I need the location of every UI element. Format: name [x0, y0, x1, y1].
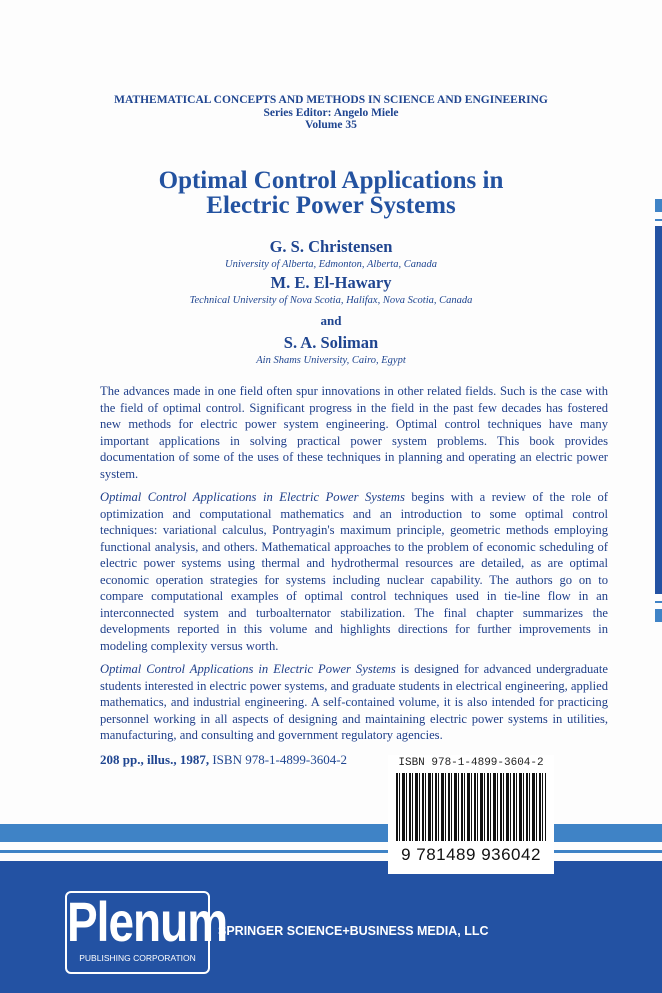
publisher-name: SPRINGER SCIENCE+BUSINESS MEDIA, LLC — [218, 924, 489, 938]
author-name: G. S. Christensen — [269, 237, 393, 256]
paragraph-text: begins with a review of the role of optimization and computational mathematics and an introduction to some optimal control techniques: variational calculus, Pontryagin's maximum principle, geometric methods employing functional analysis, and others. Mathematical approaches to the problem of economic scheduling of electric power systems using thermal and hydrothermal resources are detailed, as are optimal economic operation strategies for systems including nuclear capability. The authors go on to compare computational examples of optimal control techniques used in tie-line flow in an interconnected system and turboalternator stabilization. The final chapter summarizes the developments reported in this volume and highlights directions for further improvements in modeling complexity versus worth. — [100, 490, 608, 653]
spine-stripe — [655, 219, 662, 221]
logo-subtitle: PUBLISHING CORPORATION — [79, 953, 196, 963]
publication-info — [100, 752, 380, 768]
page-count: 208 pp., illus., 1987, — [100, 751, 210, 767]
author-affiliation: Technical University of Nova Scotia, Halifax, Nova Scotia, Canada — [189, 295, 473, 306]
series-editor: Series Editor: Angelo Miele — [263, 106, 399, 119]
logo-word: Plenum — [67, 890, 228, 954]
spine-stripe — [655, 601, 662, 603]
barcode-bars — [396, 773, 546, 841]
series-header — [0, 94, 662, 132]
title-line: Optimal Control Applications in — [158, 167, 504, 194]
decorative-band — [0, 824, 662, 842]
book-title-italic: Optimal Control Applications in Electric Power Systems — [100, 490, 405, 504]
series-name: MATHEMATICAL CONCEPTS AND METHODS IN SCIENCE AND ENGINEERING — [114, 94, 548, 106]
decorative-band — [0, 850, 662, 853]
isbn-text: ISBN 978-1-4899-3604-2 — [209, 751, 348, 767]
barcode-number: 9 781489 936042 — [401, 845, 541, 864]
and-label: and — [320, 313, 342, 328]
description-paragraph — [100, 489, 608, 654]
author-affiliation: University of Alberta, Edmonton, Alberta, Canada — [225, 259, 437, 270]
author-affiliation: Ain Shams University, Cairo, Egypt — [256, 355, 406, 366]
book-title-italic: Optimal Control Applications in Electric Power Systems — [100, 662, 396, 676]
title-line: Electric Power Systems — [206, 192, 456, 219]
description-column — [100, 383, 608, 768]
author-name: M. E. El-Hawary — [270, 273, 392, 292]
spine-stripe — [655, 609, 662, 622]
paragraph-text: is designed for advanced undergraduate students interested in electric power systems, and graduate students in electrical engineering, applied mathematics, and industrial engineering. A self-contained volume, it is also intended for practicing personnel working in all aspects of designing and maintaining electric power systems in utilities, manufacturing, and consulting and government regulatory agencies. — [100, 662, 608, 742]
description-paragraph — [100, 661, 608, 744]
barcode — [388, 755, 554, 874]
description-paragraph: The advances made in one field often spur innovations in other related fields. Such is the case with the field of optimal control. Significant progress in the field in the past few decades has fostered new methods for electric power system engineering. Optimal control techniques have many important applications in solving practical power system problems. This book provides documentation of some of the uses of these techniques in planning and operating an electric power system. — [100, 384, 608, 481]
book-title — [0, 168, 662, 218]
barcode-isbn-label: ISBN 978-1-4899-3604-2 — [398, 757, 544, 769]
plenum-logo — [65, 890, 228, 974]
series-volume: Volume 35 — [305, 119, 357, 131]
author-name: S. A. Soliman — [283, 333, 379, 352]
